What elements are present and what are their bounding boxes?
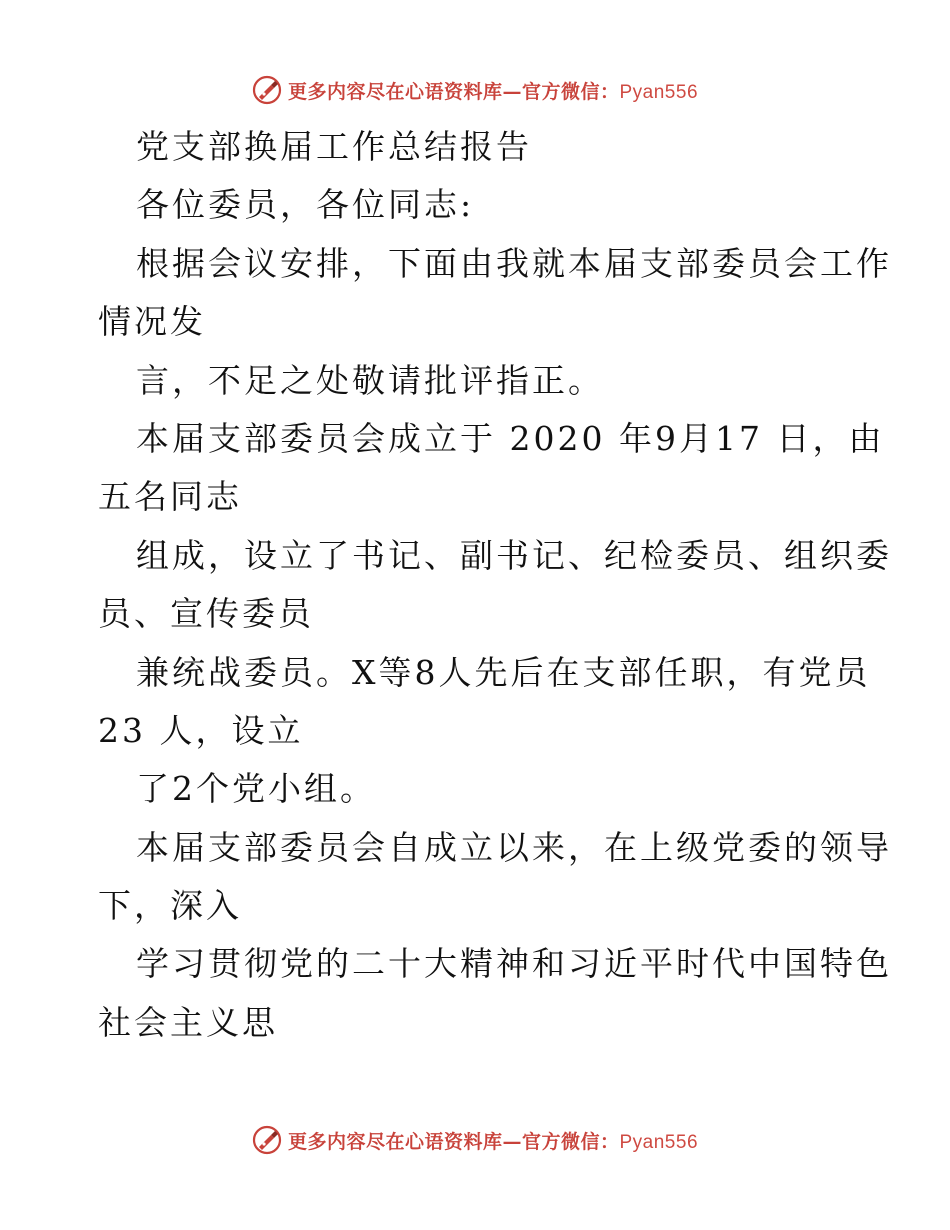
text-line: 社会主义思 bbox=[98, 1002, 278, 1042]
text-line: 兼统战委员。X等8人先后在支部任职，有党员 bbox=[136, 652, 871, 692]
text-line: 员、宣传委员 bbox=[98, 594, 314, 634]
text-line: 本届支部委员会成立于 2020 年9月17 日，由 bbox=[136, 418, 885, 458]
text-line: 各位委员，各位同志: bbox=[136, 185, 475, 225]
text-line: 学习贯彻党的二十大精神和习近平时代中国特色 bbox=[136, 944, 892, 984]
header-watermark bbox=[0, 70, 950, 110]
text-line: 下，深入 bbox=[98, 886, 242, 926]
text-line: 本届支部委员会自成立以来，在上级党委的领导 bbox=[136, 827, 892, 867]
text-line: 了2个党小组。 bbox=[136, 769, 376, 809]
text-line: 情况发 bbox=[98, 302, 206, 342]
text-line: 23 人，设立 bbox=[98, 710, 304, 750]
text-line: 组成，设立了书记、副书记、纪检委员、组织委 bbox=[136, 535, 892, 575]
text-line: 五名同志 bbox=[98, 477, 242, 517]
footer-watermark bbox=[0, 1120, 950, 1160]
watermark-text: 更多内容尽在心语资料库—官方微信：Pyan556 bbox=[287, 80, 699, 103]
pen-logo-icon bbox=[252, 75, 282, 105]
document-body bbox=[98, 118, 892, 1052]
pen-logo-icon bbox=[252, 1125, 282, 1155]
text-line: 党支部换届工作总结报告 bbox=[136, 127, 532, 166]
watermark-text: 更多内容尽在心语资料库—官方微信：Pyan556 bbox=[287, 1130, 699, 1153]
text-line: 言，不足之处敬请批评指正。 bbox=[136, 360, 604, 400]
text-line: 根据会议安排，下面由我就本届支部委员会工作 bbox=[136, 243, 892, 283]
